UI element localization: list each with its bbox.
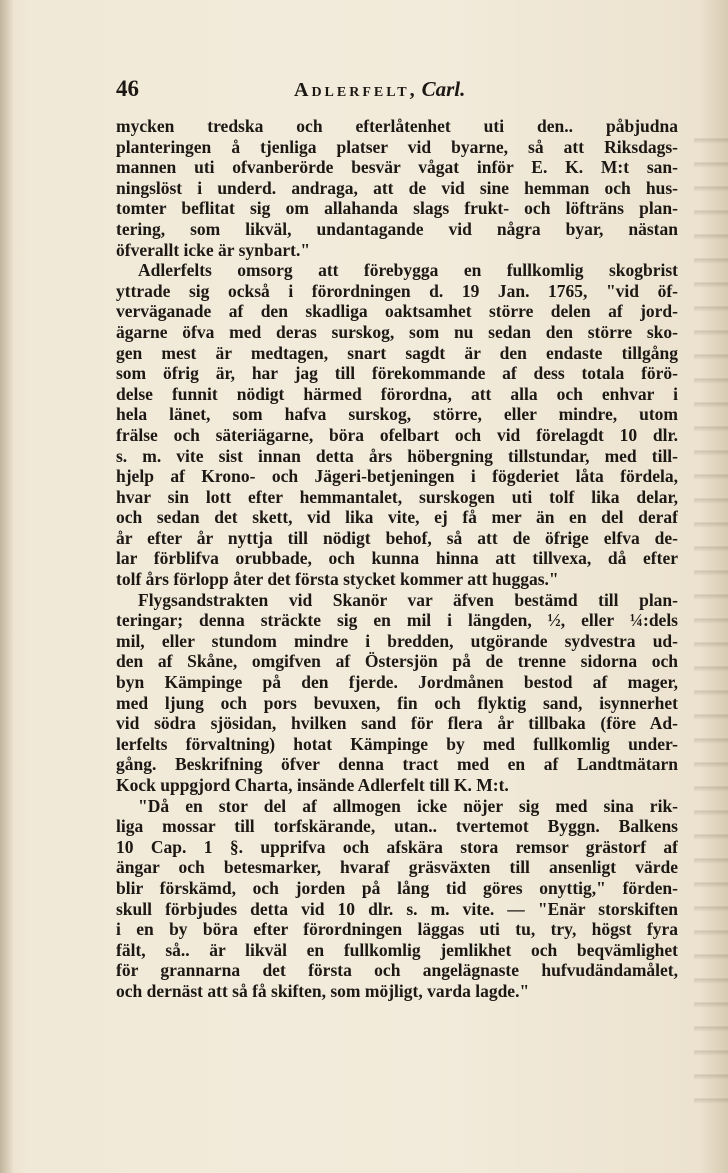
text-line: mannen uti ofvanberörde besvär vågat inför E. K. M:t san- [116, 157, 678, 178]
text-line: lerfelts förvaltning) hotat Kämpinge by med fullkomlig under- [116, 733, 678, 754]
text-line: öfverallt icke är synbart." [116, 239, 311, 260]
text-line: hjelp af Krono- och Jägeri-betjeningen i fögderiet låta fördela, [116, 466, 678, 487]
paragraph-start: Adlerfelts omsorg att förebygga en fullkomlig skogbrist [138, 260, 678, 281]
text-line: gång. Beskrifning öfver denna tract med en af Landtmätarn [116, 754, 678, 775]
text-line: som öfrig är, har jag till förekommande af dess totala förö- [116, 363, 678, 384]
running-head-surname: Adlerfelt, [294, 79, 418, 101]
text-line: yttrade sig också i förordningen d. 19 Jan. 1765, "vid öf- [116, 280, 678, 301]
text-line: och sedan det skett, vid lika vite, ej få mer än en del deraf [116, 507, 678, 528]
page-number: 46 [116, 76, 139, 101]
text-line: i en by böra efter förordningen läggas uti tu, try, högst fyra [116, 919, 678, 940]
text-line: byn Kämpinge på den fjerde. Jordmånen bestod af mager, [116, 672, 678, 693]
text-line: och dernäst att så få skiften, som möjligt, varda lagde." [116, 980, 530, 1001]
text-line: skull förbjudes detta vid 10 dlr. s. m. vite. — "Enär storskiften [116, 898, 678, 919]
page-spine-shadow [0, 0, 14, 1173]
text-line: tomter beflitat sig om allahanda slags frukt- och löfträns plan- [116, 198, 678, 219]
text-line: vid södra sjösidan, hvilken sand för flera år tillbaka (före Ad- [116, 713, 678, 734]
running-head [294, 74, 465, 105]
text-line: liga mossar till torfskärande, utan.. tvertemot Byggn. Balkens [116, 816, 678, 837]
text-line: fält, så.. är likväl en fullkomlig jemlikhet och beqvämlighet [116, 939, 678, 960]
text-line: hvar sin lott efter hemmantalet, surskogen uti tolf lika delar, [116, 486, 678, 507]
body-text [116, 116, 678, 1002]
text-line: mycken tredska och efterlåtenhet uti den.. påbjudna [116, 116, 678, 136]
text-line: tolf års förlopp åter det första stycket kommer att huggas." [116, 569, 559, 590]
paragraph-start: Flygsandstrakten vid Skanör var äfven bestämd till plan- [138, 589, 678, 610]
text-line: ningslöst i underd. andraga, att de vid sine hemman och hus- [116, 177, 678, 198]
text-line: hela länet, som hafva surskog, större, eller mindre, utom [116, 404, 678, 425]
text-line: planteringen å tjenliga platser vid byarne, så att Riksdags- [116, 136, 678, 157]
text-line: blir förskämd, och jorden på lång tid göres onyttig," förden- [116, 877, 678, 898]
text-line: för grannarna det första och angelägnaste hufvudändamålet, [116, 960, 678, 981]
text-line: frälse och säteriägarne, böra ofelbart och vid förelagdt 10 dlr. [116, 424, 678, 445]
text-line: ängar och betesmarker, hvaraf gräsväxten till ansenligt värde [116, 857, 678, 878]
text-line: gen mest är medtagen, snart sagdt är den endaste tillgång [116, 342, 678, 363]
running-head-given-name: Carl. [421, 77, 466, 101]
text-line: lar förblifva orubbade, och kunna hinna att tillvexa, då efter [116, 548, 678, 569]
text-line: år efter år nyttja till nödigt behof, så att de öfrige elfva de- [116, 527, 678, 548]
paragraph-start: "Då en stor del af allmogen icke nöjer sig med sina rik- [138, 795, 678, 816]
text-line: tering, som likväl, undantagande vid några byar, nästan [116, 218, 678, 239]
text-line: delse funnit nödigt härmed förordna, att alla och enhvar i [116, 383, 678, 404]
text-line: den af Skåne, omgifven af Östersjön på de trenne sidorna och [116, 651, 678, 672]
text-line: teringar; denna sträckte sig en mil i längden, ½, eller ¼:dels [116, 610, 678, 631]
page-header [116, 74, 678, 108]
text-line: med ljung och pors bevuxen, fin och flyktig sand, isynnerhet [116, 692, 678, 713]
text-line: s. m. vite sist innan detta års höbergning tillstundar, med till- [116, 445, 678, 466]
text-line: mil, eller stundom mindre i bredden, utgörande sydvestra ud- [116, 630, 678, 651]
text-line: verväganade af den skadliga oaktsamhet större delen af jord- [116, 301, 678, 322]
text-line: ägarne öfva med deras surskog, som nu sedan den större sko- [116, 321, 678, 342]
text-line: Kock uppgjord Charta, insände Adlerfelt till K. M:t. [116, 775, 509, 795]
text-line: 10 Cap. 1 §. upprifva och afskära stora remsor grästorf af [116, 836, 678, 857]
show-through-margin [694, 120, 728, 1120]
